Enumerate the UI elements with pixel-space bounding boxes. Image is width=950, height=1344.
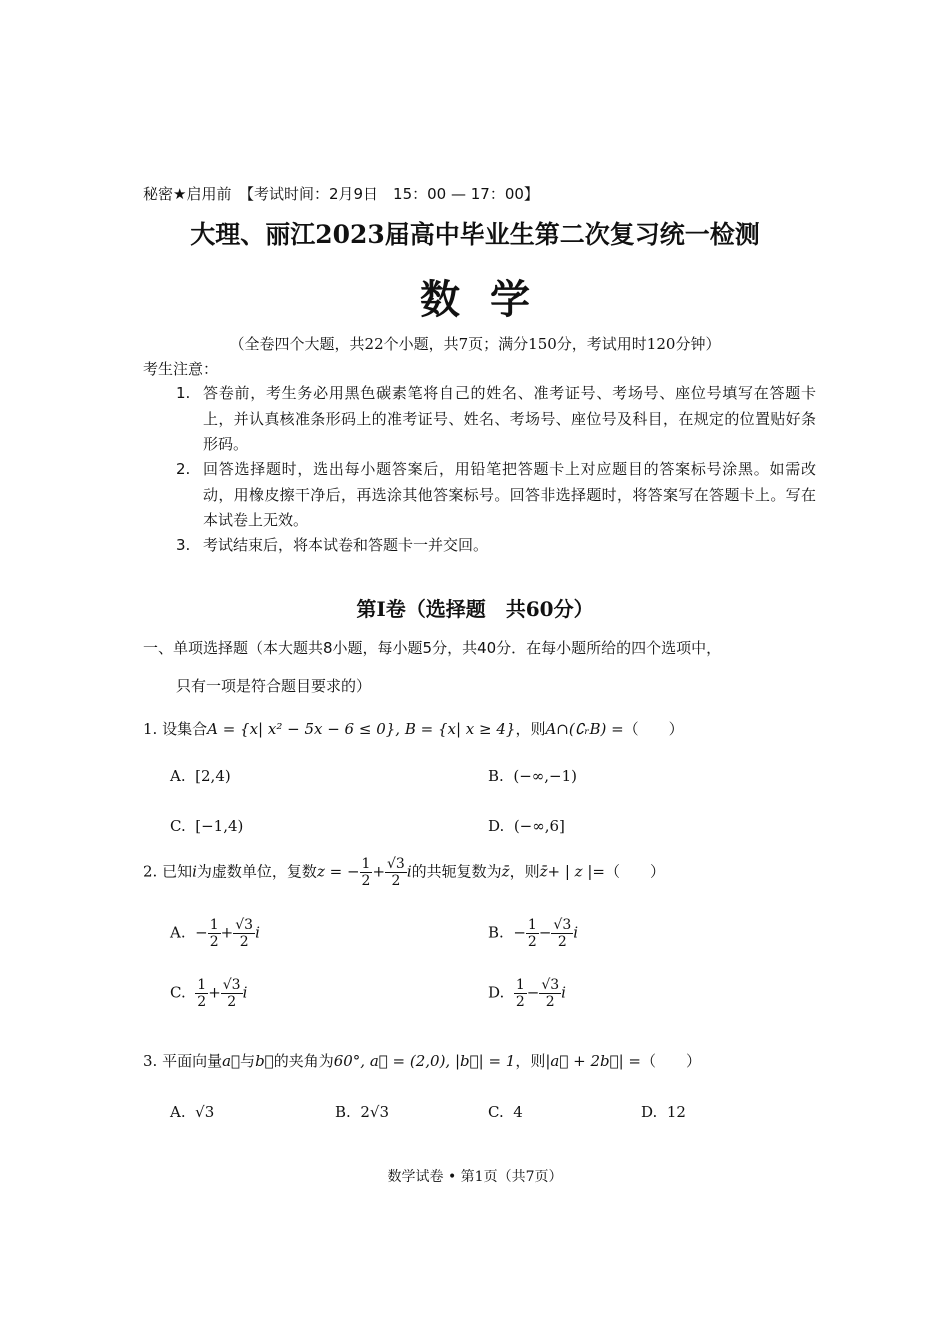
option-label: B. [488,767,504,785]
option-label: C. [488,1103,504,1121]
q1-option-b [488,767,577,785]
answer-paren: （ ） [623,720,684,738]
imag-unit: i [192,862,197,881]
option-label: D. [488,983,505,1002]
page-footer: 数学试卷 • 第1页（共7页） [387,1169,563,1185]
notice-item-3 [176,533,816,559]
question-2 [143,856,665,889]
vector-a: a⃗ [222,1052,241,1070]
notice-text: 答卷前，考生务必用黑色碳素笔将自己的姓名、准考证号、考场号、座位号填写在答题卡上，并认真核准条形码上的准考证号、姓名、考场号、座位号及科目，在规定的位置贴好条形码。 [203,384,816,453]
question-then: ，则 [515,1052,546,1070]
q2-option-c: C. $\frac{1}{2}$ + $\frac{√3}{2}$ i [170,977,248,1010]
answer-paren: （ ） [604,862,665,881]
question-number: 3. [143,1052,158,1070]
notice-item-2 [176,457,816,534]
option-label: D. [641,1103,658,1121]
question-3 [143,1050,701,1071]
exam-title: 大理、丽江2023届高中毕业生第二次复习统一检测 [190,220,760,249]
option-value: [2,4) [195,767,231,785]
question-1 [143,718,684,739]
option-value: [−1,4) [195,817,244,835]
q3-option-c [488,1103,523,1121]
set-expression: A = {x| x² − 5x − 6 ≤ 0}, B = {x| x ≥ 4} [207,720,516,738]
option-value: 4 [513,1103,523,1121]
question-lead: 平面向量 [162,1052,223,1070]
notice-number: 2. [176,460,191,478]
question-ask: A∩(∁ᵣB) = [545,720,624,738]
option-value: 12 [666,1103,686,1121]
option-label: B. [488,923,504,942]
question-ask: |a⃗ + 2b⃗| = [545,1052,641,1070]
question-number: 2. [143,862,158,881]
q1-option-d [488,817,565,835]
question-mid: 的夹角为 [273,1052,334,1070]
notice-heading: 考生注意： [143,360,219,378]
question-then: ，则 [509,862,540,881]
option-value: 2√3 [360,1103,389,1121]
q3-option-d [641,1103,686,1121]
option-label: B. [335,1103,351,1121]
q2-option-a: A. − $\frac{1}{2}$ + $\frac{√3}{2}$ i [170,917,260,950]
z-conjugate: z̄ [501,862,510,881]
z-equals: z = − [316,862,360,881]
fraction-sqrt3-half: $\frac{√3}{2}$ [387,856,405,889]
conj-text: 的共轭复数为 [411,862,502,881]
notice-text: 考试结束后，将本试卷和答题卡一并交回。 [203,536,489,554]
notice-number: 1. [176,384,191,402]
notice-text: 回答选择题时，选出每小题答案后，用铅笔把答题卡上对应题目的答案标号涂黑。如需改动，用橡皮擦干净后，再选涂其他答案标号。回答非选择题时，将答案写在答题卡上。写在本试卷上无效。 [203,460,816,529]
confidential-header: 秘密★启用前 【考试时间：2月9日 15：00 — 17：00】 [143,185,539,203]
section-title: 第Ⅰ卷（选择题 共60分） [356,597,594,621]
question-number: 1. [143,720,158,738]
question-mid: 为虚数单位，复数 [196,862,317,881]
imag-unit: i [406,862,412,881]
subject-title: 数学 [420,276,560,323]
q2-option-d: D. $\frac{1}{2}$ − $\frac{√3}{2}$ i [488,977,566,1010]
notice-item-1 [176,381,816,458]
part-heading-cont: 只有一项是符合题目要求的） [176,677,372,695]
conjunction: 与 [240,1052,256,1070]
notice-number: 3. [176,536,191,554]
q3-option-a [170,1103,214,1121]
question-ask: z̄+ | z |= [539,862,605,881]
answer-paren: （ ） [641,1052,702,1070]
option-label: A. [170,923,186,942]
question-tail: ，则 [515,720,546,738]
vector-expression: 60°, a⃗ = (2,0), |b⃗| = 1 [333,1052,516,1070]
q3-option-b [335,1103,389,1121]
part-heading: 一、单项选择题（本大题共8小题，每小题5分，共40分．在每小题所给的四个选项中， [143,639,722,657]
option-label: C. [170,817,186,835]
question-lead: 已知 [162,862,193,881]
q2-option-b: B. − $\frac{1}{2}$ − $\frac{√3}{2}$ i [488,917,579,950]
fraction-half: $\frac{1}{2}$ [361,856,371,889]
vector-b: b⃗ [255,1052,274,1070]
question-lead: 设集合 [162,720,208,738]
option-label: D. [488,817,505,835]
option-value: (−∞,−1) [513,767,577,785]
q1-option-a [170,767,231,785]
plus-sign: + [372,862,386,881]
option-label: C. [170,983,186,1002]
option-value: (−∞,6] [513,817,565,835]
option-value: √3 [195,1103,215,1121]
option-label: A. [170,767,186,785]
option-label: A. [170,1103,186,1121]
exam-meta: （全卷四个大题，共22个小题，共7页；满分150分，考试用时120分钟） [229,335,721,353]
q1-option-c [170,817,243,835]
